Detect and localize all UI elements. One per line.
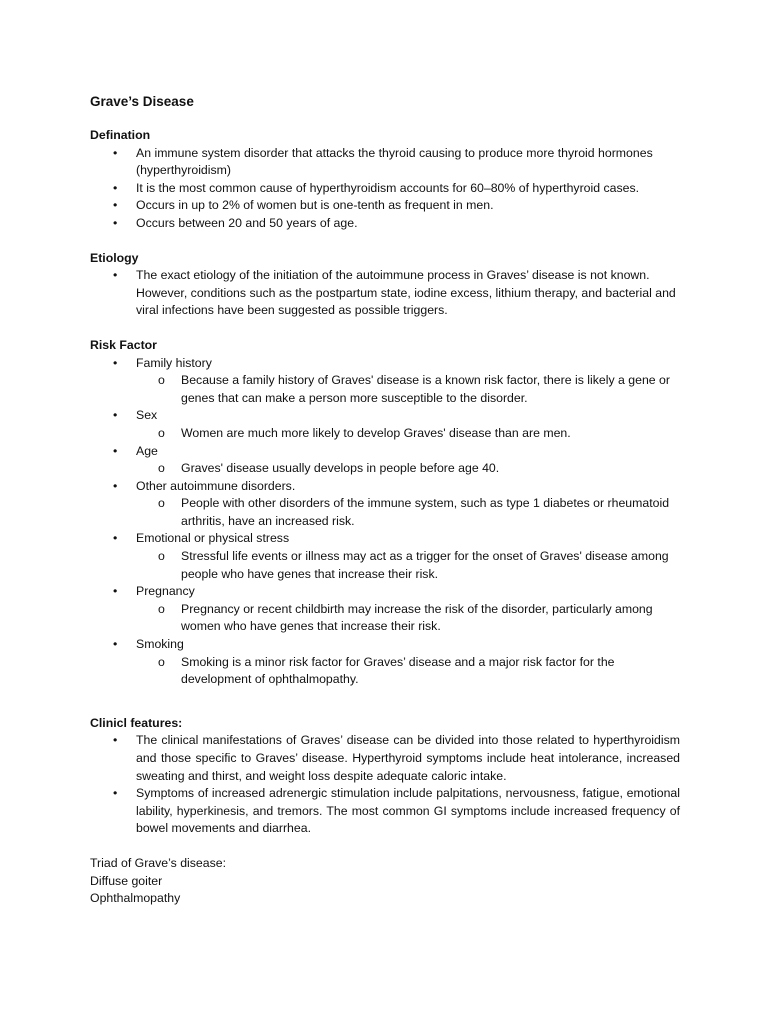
risk-factor-item [90,530,680,583]
list-item: • The exact etiology of the initiation of the autoimmune process in Graves’ disease is not known. However, conditions such as the postpartum state, iodine excess, lithium therapy, and bacterial and viral infections have been suggested as possible triggers. [90,267,680,320]
risk-factor-item [90,407,680,442]
list-item: • It is the most common cause of hyperthyroidism accounts for 60–80% of hyperthyroid cases. [90,180,680,198]
risk-factor-detail: o Stressful life events or illness may act as a trigger for the onset of Graves' disease among people who have genes that increase their risk. [90,548,680,583]
list-item: • The clinical manifestations of Graves’ disease can be divided into those related to hyperthyroidism and those specific to Graves’ disease. Hyperthyroid symptoms include heat intolerance, increased sweating and thirst, and weight loss despite adequate caloric intake. [90,732,680,785]
risk-factor-detail: o Graves' disease usually develops in people before age 40. [90,460,680,478]
etiology-heading: Etiology [90,250,139,265]
risk-factor-list [90,355,680,689]
triad-lead: Triad of Grave’s disease: [90,855,227,870]
risk-factor-label: Other autoimmune disorders. [136,478,296,493]
risk-factor-label: Smoking [136,637,184,652]
risk-factor-sublist [136,425,680,443]
risk-factor-sublist [136,548,680,583]
risk-factor-sublist [136,460,680,478]
list-item: • Occurs in up to 2% of women but is one-tenth as frequent in men. [90,197,680,215]
risk-factor-heading: Risk Factor [90,337,157,352]
clinical-features-heading: Clinicl features: [90,715,183,730]
clinical-features-section [90,715,680,838]
list-item: • Symptoms of increased adrenergic stimulation include palpitations, nervousness, fatigue, emotional lability, hyperkinesis, and tremors. The most common GI symptoms include increased frequency of bowel movements and diarrhea. [90,785,680,838]
etiology-section [90,250,680,320]
risk-factor-item [90,583,680,636]
risk-factor-item [90,636,680,689]
list-item: • Occurs between 20 and 50 years of age. [90,215,680,233]
risk-factor-sublist [136,601,680,636]
risk-factor-label: Sex [136,408,158,423]
clinical-features-list [90,732,680,838]
risk-factor-item [90,443,680,478]
risk-factor-detail: o Because a family history of Graves' disease is a known risk factor, there is likely a gene or genes that can make a person more susceptible to the disorder. [90,372,680,407]
risk-factor-detail: o Smoking is a minor risk factor for Graves’ disease and a major risk factor for the development of ophthalmopathy. [90,654,680,689]
risk-factor-sublist [136,654,680,689]
risk-factor-label: Family history [136,355,212,370]
definition-heading: Defination [90,128,151,142]
risk-factor-detail: o Women are much more likely to develop Graves' disease than are men. [90,425,680,443]
definition-section [90,127,680,233]
risk-factor-section [90,337,680,689]
risk-factor-label: Age [136,443,158,458]
risk-factor-sublist [136,495,680,530]
risk-factor-detail: o Pregnancy or recent childbirth may increase the risk of the disorder, particularly among women who have genes that increase their risk. [90,601,680,636]
definition-list [90,145,680,233]
risk-factor-item [90,478,680,531]
risk-factor-label: Pregnancy [136,584,195,599]
risk-factor-detail: o People with other disorders of the immune system, such as type 1 diabetes or rheumatoid arthritis, have an increased risk. [90,495,680,530]
triad-item: Diffuse goiter [90,873,163,888]
risk-factor-sublist [136,372,680,407]
risk-factor-item [90,355,680,408]
document-title: Grave’s Disease [90,94,194,109]
triad-section [90,855,680,908]
triad-item: Ophthalmopathy [90,891,181,906]
etiology-list [90,267,680,320]
risk-factor-label: Emotional or physical stress [136,531,290,546]
document-body [90,93,680,908]
list-item: • An immune system disorder that attacks the thyroid causing to produce more thyroid hormones (hyperthyroidism) [90,145,680,180]
